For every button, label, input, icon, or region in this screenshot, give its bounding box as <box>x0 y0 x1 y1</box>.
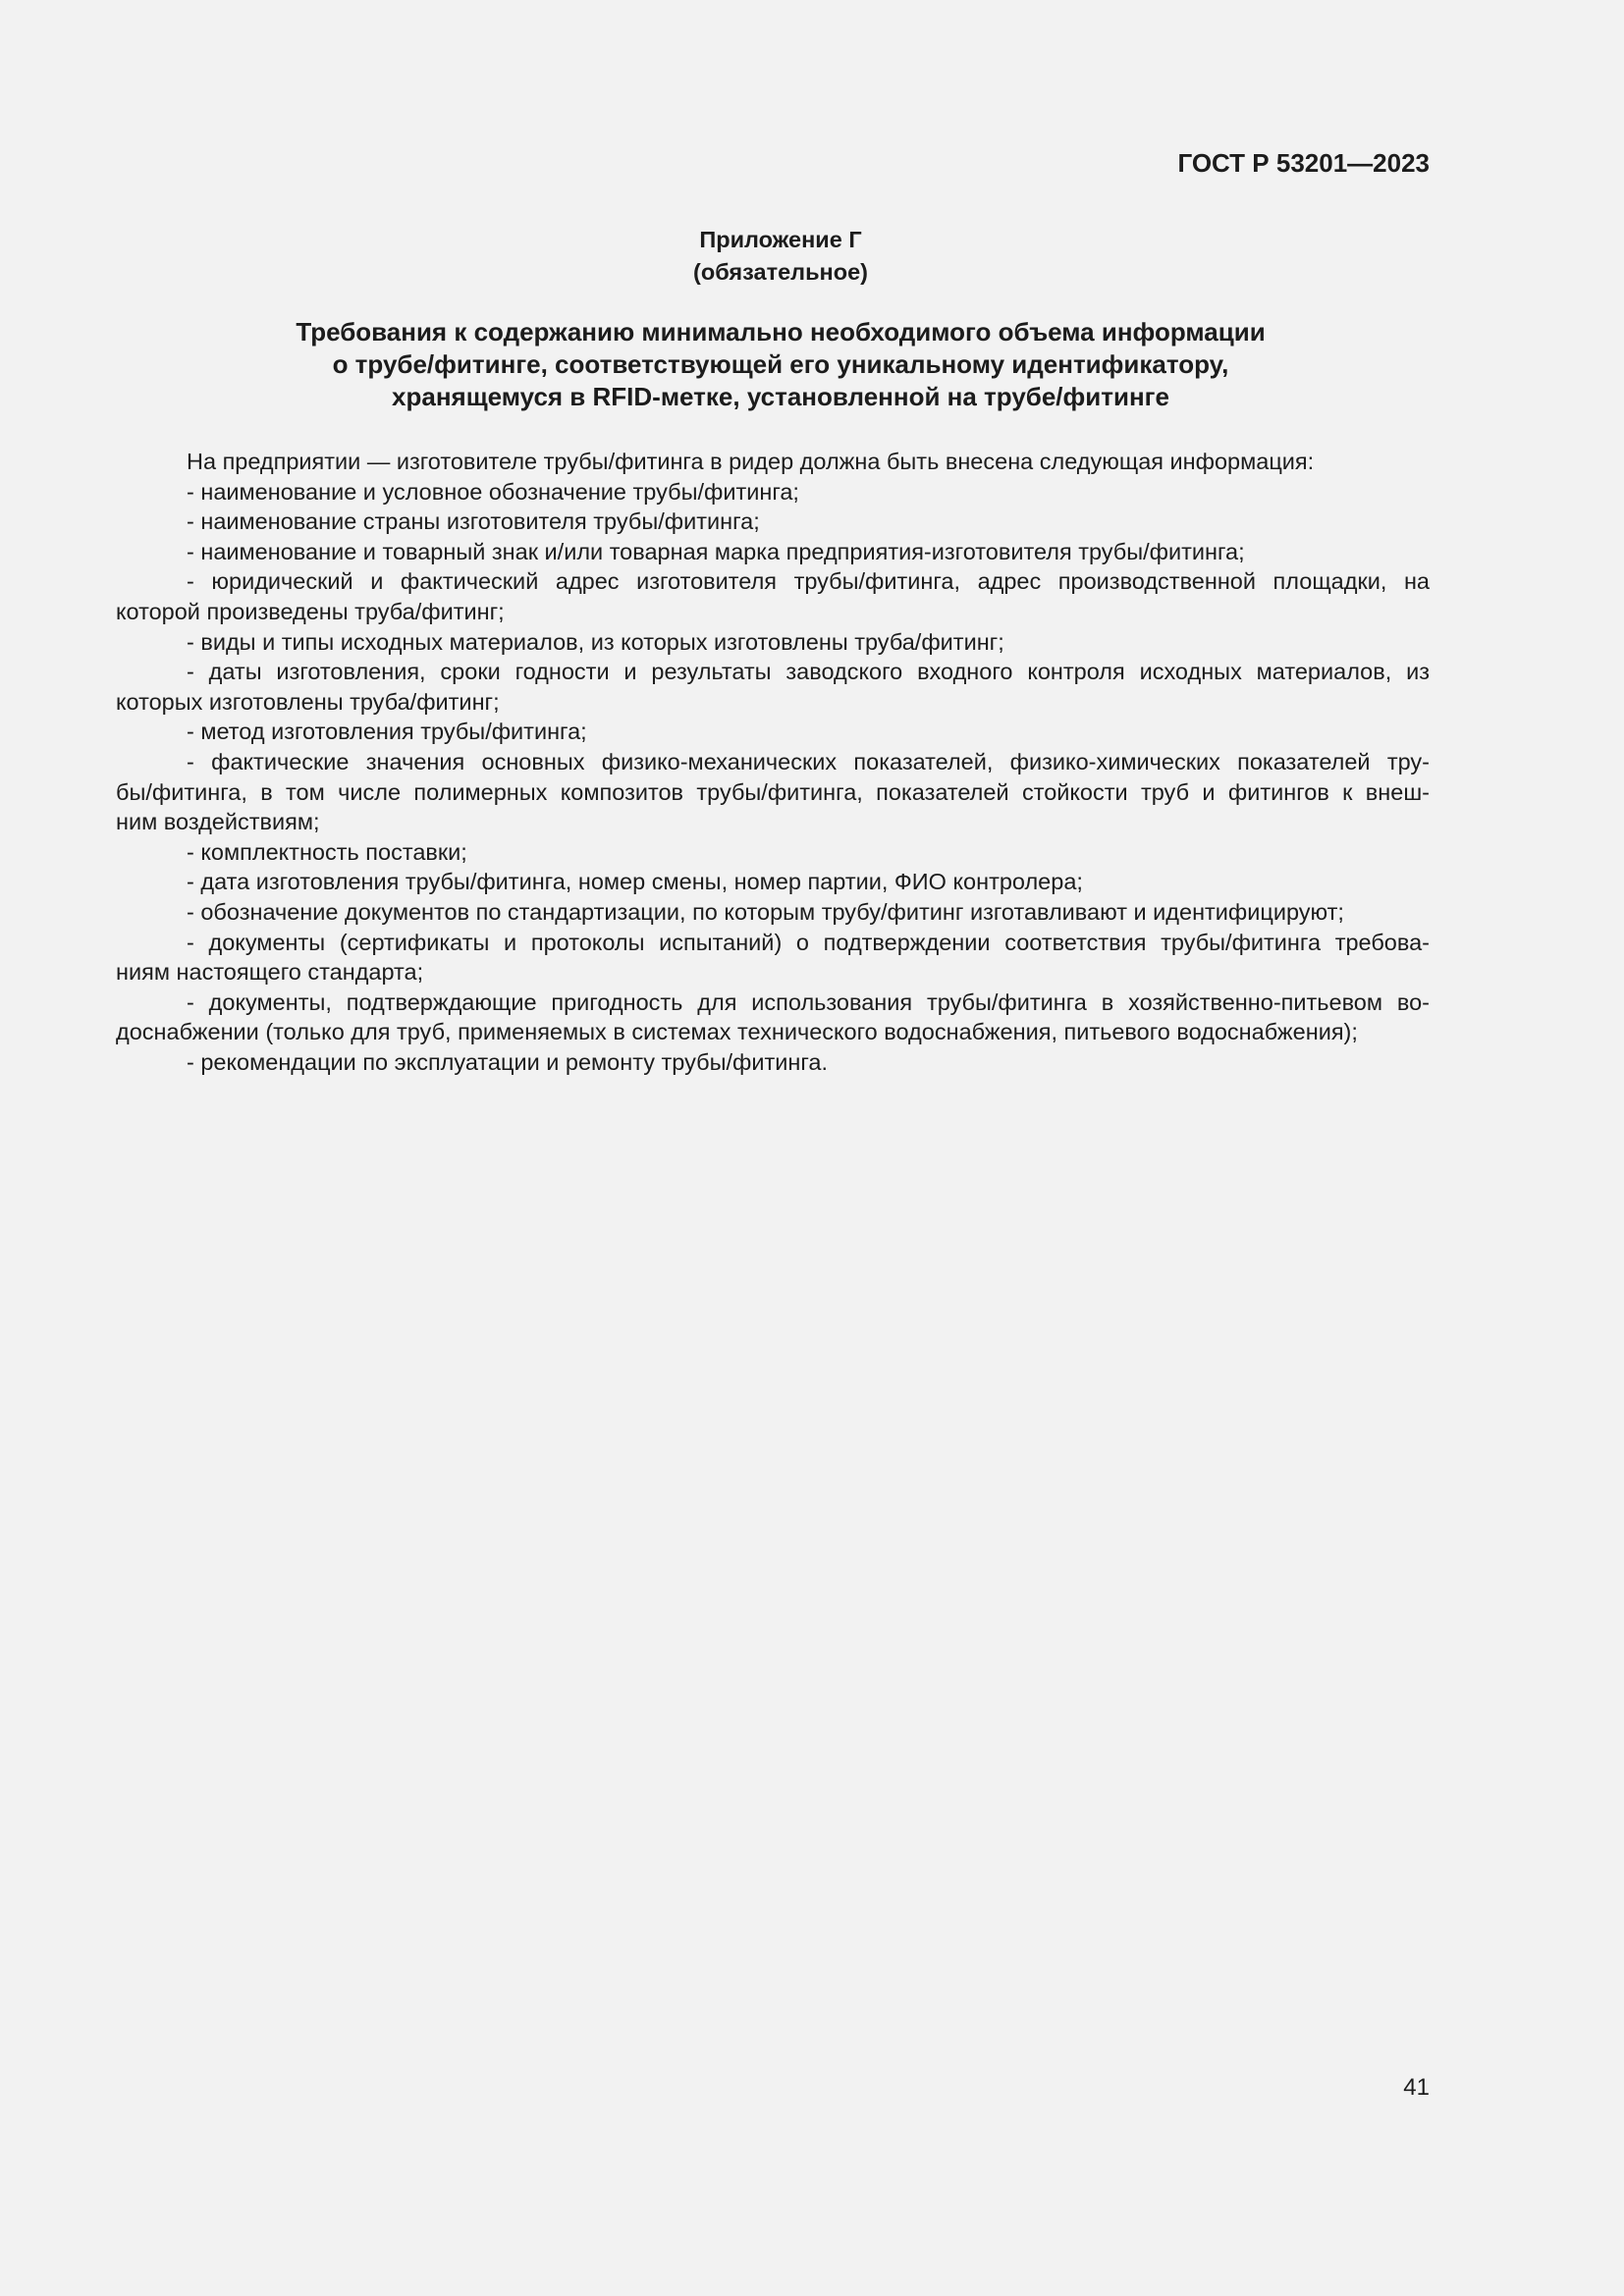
text-line: - обозначение документов по стандартизации, по которым трубу/фитинг изготавливают и идентифицируют; <box>187 898 1344 925</box>
text-line: - фактические значения основных физико-механических показателей, физико-химических показателей тру- <box>187 748 1430 774</box>
text-line: ним воздействиям; <box>116 809 320 835</box>
appendix-label: Приложение Г <box>699 227 862 252</box>
text-line: - виды и типы исходных материалов, из которых изготовлены труба/фитинг; <box>187 628 1004 655</box>
text-line: - документы, подтверждающие пригодность для использования трубы/фитинга в хозяйственно-питьевом во- <box>187 988 1430 1015</box>
text-line: - комплектность поставки; <box>187 838 467 865</box>
appendix-heading <box>0 224 1561 289</box>
text-line: - рекомендации по эксплуатации и ремонту трубы/фитинга. <box>187 1048 828 1075</box>
list-item <box>116 837 1430 868</box>
list-item <box>116 537 1430 567</box>
text-line: бы/фитинга, в том числе полимерных композитов трубы/фитинга, показателей стойкости труб и фитингов к внеш- <box>116 778 1430 805</box>
list-item <box>116 988 1430 1047</box>
title-line: о трубе/фитинге, соответствующей его уникальному идентификатору, <box>332 349 1229 379</box>
list-item <box>116 717 1430 747</box>
list-item <box>116 747 1430 837</box>
text-line: которых изготовлены труба/фитинг; <box>116 688 500 715</box>
text-line: - наименование и условное обозначение трубы/фитинга; <box>187 478 799 505</box>
intro-paragraph <box>116 447 1430 477</box>
text-line: - дата изготовления трубы/фитинга, номер смены, номер партии, ФИО контролера; <box>187 869 1083 895</box>
text-line: - документы (сертификаты и протоколы испытаний) о подтверждении соответствия трубы/фитинга требова- <box>187 929 1430 955</box>
text-line: которой произведены труба/фитинг; <box>116 598 505 624</box>
list-item <box>116 1047 1430 1078</box>
text-line: - юридический и фактический адрес изготовителя трубы/фитинга, адрес производственной площадки, на <box>187 568 1430 595</box>
text-line: - метод изготовления трубы/фитинга; <box>187 719 587 745</box>
list-item <box>116 627 1430 658</box>
text-line: На предприятии — изготовителе трубы/фитинга в ридер должна быть внесена следующая информация: <box>187 449 1315 474</box>
list-item <box>116 477 1430 507</box>
title-line: Требования к содержанию минимально необходимого объема информации <box>296 317 1266 347</box>
text-line: ниям настоящего стандарта; <box>116 959 424 986</box>
title-line: хранящемуся в RFID-метке, установленной на трубе/фитинге <box>392 382 1169 411</box>
appendix-status: (обязательное) <box>693 259 868 285</box>
list-item <box>116 507 1430 537</box>
list-item <box>116 566 1430 626</box>
text-line: доснабжении (только для труб, применяемых в системах технического водоснабжения, питьевого водоснабжения); <box>116 1019 1358 1045</box>
page-number: 41 <box>1403 2074 1430 2101</box>
section-title <box>0 316 1561 413</box>
list-item <box>116 657 1430 717</box>
text-line: - наименование страны изготовителя трубы/фитинга; <box>187 508 760 535</box>
list-item <box>116 867 1430 897</box>
document-number: ГОСТ Р 53201—2023 <box>1177 148 1430 178</box>
list-item <box>116 897 1430 928</box>
text-line: - наименование и товарный знак и/или товарная марка предприятия-изготовителя трубы/фитинга; <box>187 538 1245 564</box>
body-text <box>116 447 1430 1077</box>
text-line: - даты изготовления, сроки годности и результаты заводского входного контроля исходных материалов, из <box>187 659 1430 685</box>
list-item <box>116 928 1430 988</box>
